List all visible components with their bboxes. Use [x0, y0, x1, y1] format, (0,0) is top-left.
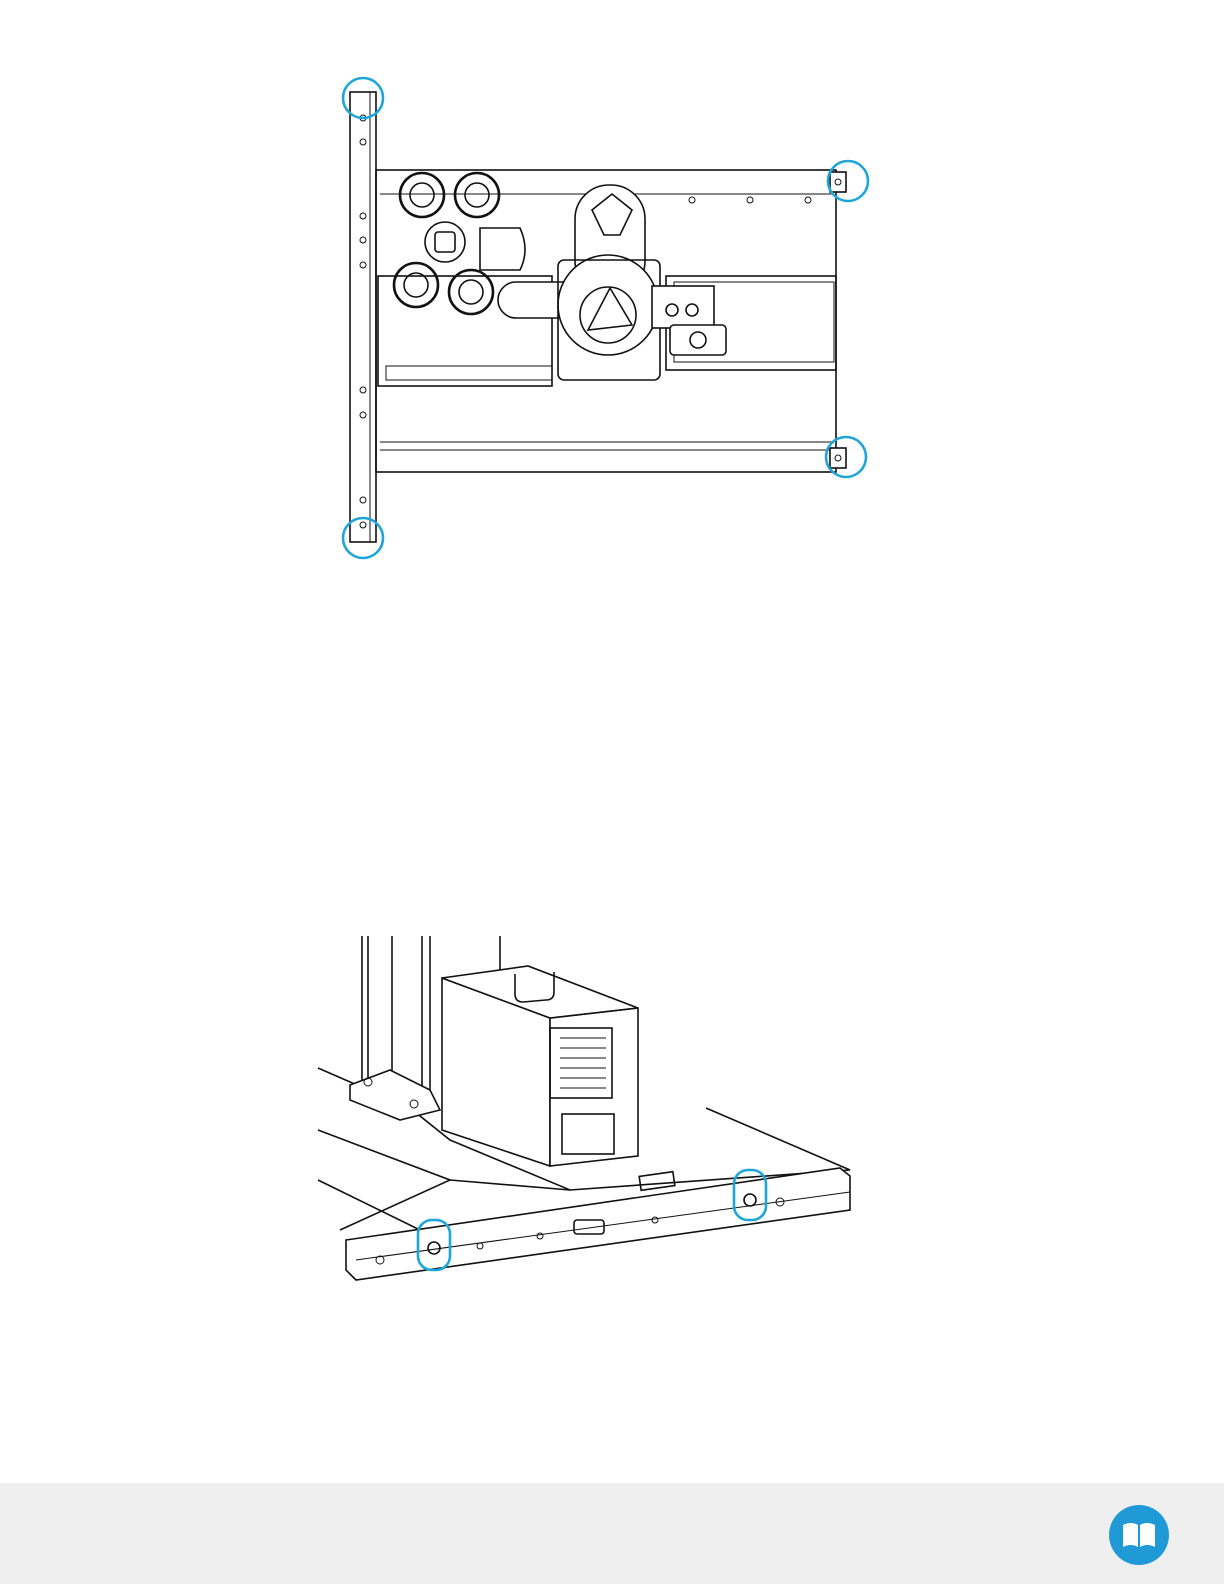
foot-top-right [830, 172, 846, 192]
top-view-drawing [330, 70, 890, 570]
controller-module [652, 286, 726, 355]
foot-bottom-right [830, 448, 846, 468]
documentation-button[interactable] [1109, 1505, 1169, 1565]
side-view-drawing [310, 930, 870, 1300]
left-rail [350, 92, 376, 542]
post-bracket [350, 1070, 440, 1120]
controller-box [442, 966, 638, 1166]
page-footer [0, 1483, 1224, 1584]
robot-arm [480, 185, 660, 380]
book-icon [1121, 1521, 1157, 1549]
